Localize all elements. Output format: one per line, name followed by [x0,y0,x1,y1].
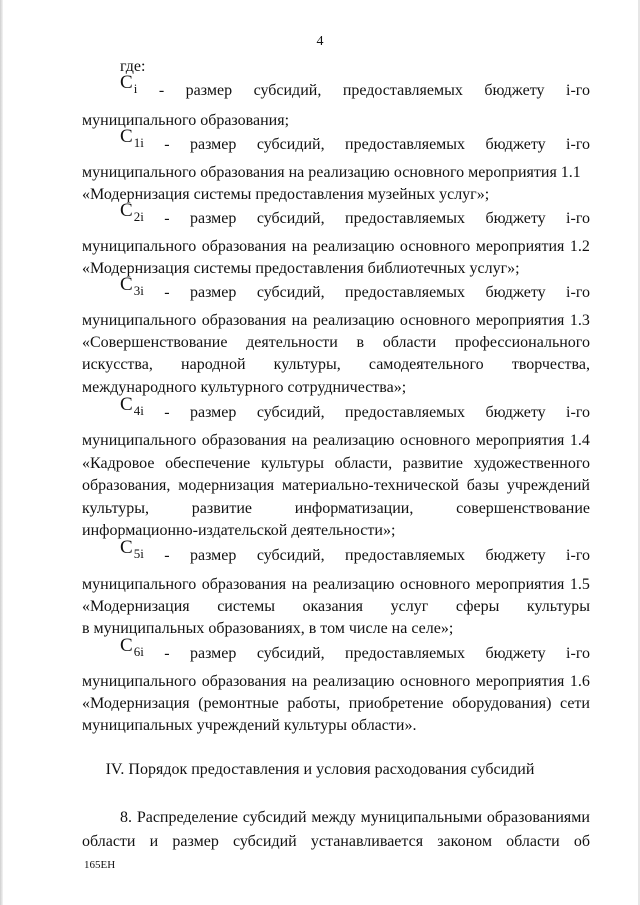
word: образования, [82,477,171,494]
word: субсидий, [256,547,325,564]
text-line: в муниципальных образованиях, в том числе на селе»; [82,620,454,637]
word: модернизация [178,477,275,494]
word: размер [185,82,233,99]
word: учреждений [506,477,590,494]
word: обеспечение [165,455,251,472]
definition-line-c-5i [120,539,590,565]
word: «Модернизация [82,695,190,712]
word: 1.5 [569,576,590,593]
word: размер [189,404,237,421]
word: основного [399,576,471,593]
line-text: муниципального образования на реализацию основного мероприятия 1.1 [82,164,581,181]
text-line [82,694,590,714]
word: размер [189,645,237,662]
text-line: «Модернизация системы предоставления музейных услуг»; [82,186,490,203]
word: культуры, [273,356,341,373]
text-line: международного культурного сотрудничества»; [82,379,407,396]
word: субсидий [232,833,297,850]
word: муниципального [82,576,197,593]
word: муниципального [82,238,197,255]
word: деятельности [246,334,338,351]
word: 1.3 [569,312,590,329]
word: i-го [566,82,590,99]
word: размер [189,284,237,301]
paragraph-line [120,808,590,828]
word: предоставляемых [342,82,463,99]
section-heading: IV. Порядок предоставления и условия расходования субсидий [105,761,535,778]
word: предоставляемых [345,136,466,153]
word: размер [189,210,237,227]
word: на [291,432,308,449]
word: размер [189,136,237,153]
text-line [82,163,590,183]
word: области [506,833,560,850]
word: муниципального [82,673,197,690]
word: реализацию [312,238,395,255]
word: реализацию [312,312,395,329]
formula-symbol: $C_{3i}$ [120,274,144,298]
word: бюджету [484,82,545,99]
word: размер [189,547,237,564]
word: бюджету [485,547,546,564]
word: работы, [287,695,341,712]
word: профессионального [454,334,590,351]
paragraph-line [82,832,590,852]
word: 1.4 [569,432,590,449]
word: реализацию [312,576,395,593]
word: приобретение [348,695,444,712]
dash: - [164,547,170,564]
word: оборудования) [452,695,552,712]
text-line [82,333,590,353]
word: субсидий, [256,645,325,662]
word: «Совершенствование [82,334,228,351]
word: на [291,312,308,329]
text-line: муниципального образования; [82,112,290,129]
text-line [82,575,590,595]
word: на [291,576,308,593]
word: образования [201,312,287,329]
word: субсидий, [256,210,325,227]
definition-line-c-2i [120,202,590,228]
word: предоставляемых [345,645,466,662]
word: основного [399,673,471,690]
word: развитие [402,455,463,472]
word: (ремонтные [198,695,279,712]
word: культуры [526,598,590,615]
word: субсидий [242,809,307,826]
word: основного [399,238,471,255]
word: образования [201,673,287,690]
word: предоставляемых [345,210,466,227]
word: об [573,833,590,850]
word: реализацию [312,432,395,449]
definition-line-c-i [120,74,590,100]
word: сферы [455,598,500,615]
text-line [82,597,590,617]
word: образования [201,576,287,593]
text-line [82,237,590,257]
word: в [356,334,365,351]
word: i-го [566,210,590,227]
text-line: «Модернизация системы предоставления библиотечных услуг»; [82,260,520,277]
word: субсидий, [253,82,322,99]
word: i-го [566,136,590,153]
word: «Кадровое [82,455,155,472]
word: «Модернизация [82,598,190,615]
word: устанавливается [310,833,424,850]
word: области [82,833,136,850]
word: на [291,238,308,255]
word: оказания [302,598,364,615]
word: культуры, [82,500,150,517]
word: субсидий, [256,404,325,421]
formula-symbol: $C_i$ [120,72,138,96]
word: бюджету [485,284,546,301]
word: предоставляемых [345,284,466,301]
word: субсидий, [256,284,325,301]
word: Распределение [136,809,238,826]
word: художественного [473,455,590,472]
text-line [82,311,590,331]
word: бюджету [485,404,546,421]
word: бюджету [485,136,546,153]
formula-symbol: $C_{2i}$ [120,200,144,224]
formula-symbol: $C_{5i}$ [120,537,144,561]
word: материально-технической [281,477,459,494]
word: самодеятельного [368,356,484,373]
word: развитие [191,500,252,517]
word: бюджету [485,645,546,662]
page-number: 4 [316,34,324,49]
word: на [291,673,308,690]
word: мероприятия [475,312,565,329]
word: реализацию [312,673,395,690]
word: i-го [566,404,590,421]
word: искусства, [82,356,153,373]
text-line [82,355,590,375]
word: i-го [566,284,590,301]
word: мероприятия [475,432,565,449]
word: размер [172,833,219,850]
word: 1.2 [569,238,590,255]
word: i-го [566,645,590,662]
word: мероприятия [475,673,565,690]
dash: - [164,210,170,227]
word: между [311,809,356,826]
text-line: информационно-издательской деятельности»; [82,522,396,539]
formula-symbol: $C_{1i}$ [120,126,144,150]
word: сети [560,695,590,712]
word: системы [217,598,275,615]
text-line: муниципальных учреждений культуры области». [82,717,417,734]
word: базы [466,477,500,494]
dash: - [164,284,170,301]
word: образования [201,432,287,449]
text-line [82,476,590,496]
word: субсидий, [256,136,325,153]
definition-line-c-3i [120,276,590,302]
word: образованиями [486,809,590,826]
word: основного [399,432,471,449]
word: бюджету [485,210,546,227]
dash: - [164,404,170,421]
text-line [82,499,590,519]
word: 8. [120,809,132,826]
word: образования [201,238,287,255]
dash: - [164,136,170,153]
word: мероприятия [475,576,565,593]
dash: - [158,82,165,99]
definition-line-c-6i [120,637,590,663]
word: культуры [260,455,324,472]
word: мероприятия [475,238,565,255]
word: области [382,334,437,351]
word: основного [399,312,471,329]
word: i-го [566,547,590,564]
word: законом [437,833,492,850]
word: муниципального [82,312,197,329]
word: муниципальными [360,809,483,826]
text-line [82,431,590,451]
word: информатизации, [294,500,414,517]
formula-symbol: $C_{4i}$ [120,394,144,418]
definition-line-c-1i [120,128,590,154]
word: 1.6 [569,673,590,690]
word: творчества, [511,356,590,373]
definition-line-c-4i [120,396,590,422]
word: области, [334,455,393,472]
text-line [82,454,590,474]
word: предоставляемых [345,404,466,421]
word: муниципального [82,432,197,449]
word: услуг [390,598,429,615]
dash: - [164,645,170,662]
word: предоставляемых [345,547,466,564]
word: совершенствование [456,500,590,517]
intro-label: где: [120,58,146,75]
formula-symbol: $C_{6i}$ [120,635,144,659]
text-line [82,672,590,692]
word: и [149,833,159,850]
word: народной [181,356,246,373]
document-code: 165ЕН [84,859,116,871]
